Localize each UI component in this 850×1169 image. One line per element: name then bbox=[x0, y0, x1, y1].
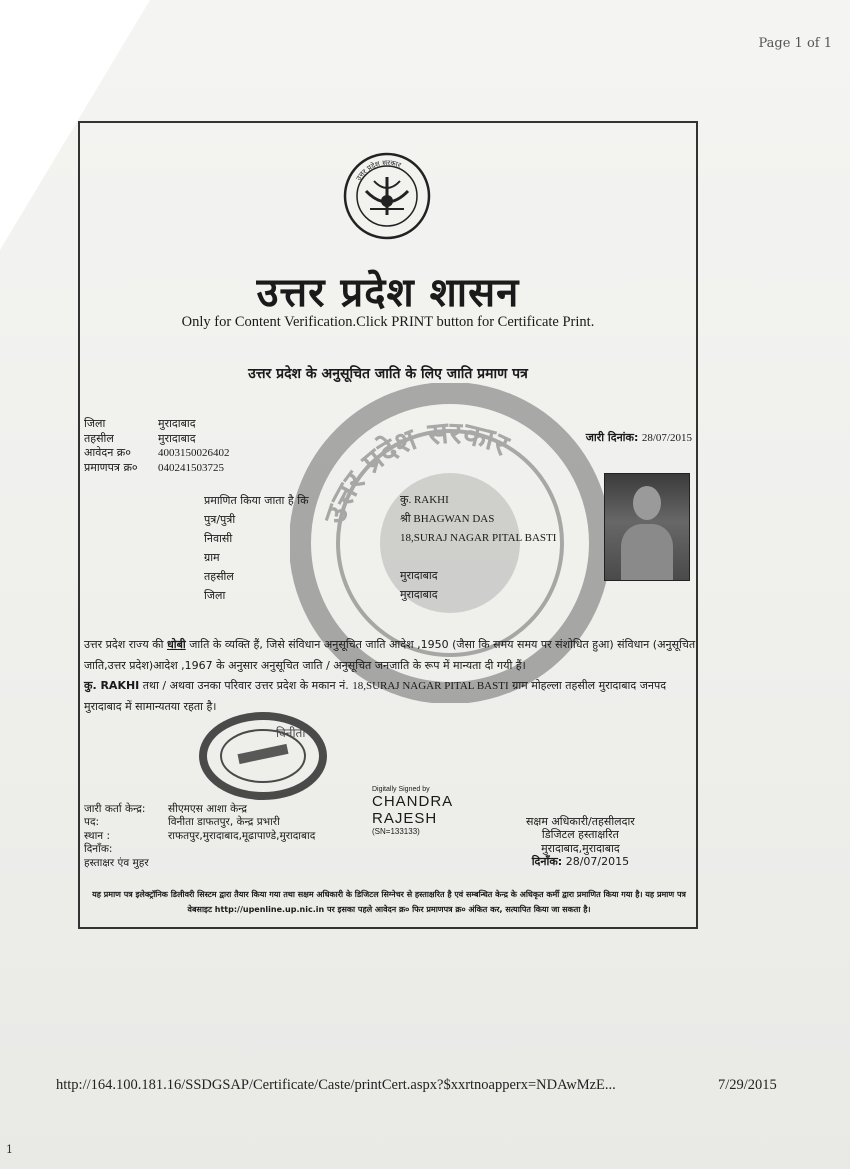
signer-name-line1: CHANDRA bbox=[372, 793, 454, 810]
detail-row bbox=[204, 510, 556, 529]
photo-body bbox=[621, 524, 673, 580]
detail-label: निवासी bbox=[204, 532, 233, 545]
signer-serial: (SN=133133) bbox=[372, 827, 420, 836]
issuer-row bbox=[84, 830, 315, 843]
issuer-label: जारी कर्ता केन्द्र: bbox=[84, 803, 146, 815]
detail-row bbox=[204, 567, 556, 586]
issue-date-label: जारी दिनांक: bbox=[585, 431, 639, 444]
issuer-row bbox=[84, 857, 315, 870]
applicant-photo bbox=[604, 473, 690, 581]
issuer-label: स्थान : bbox=[84, 829, 111, 842]
stamp-text: उत्तर प्रदेश सरकार bbox=[317, 415, 514, 529]
application-meta bbox=[84, 417, 230, 475]
officer-sign: डिजिटल हस्ताक्षरित bbox=[541, 828, 619, 842]
meta-value: मुरादाबाद bbox=[158, 418, 196, 430]
body-paragraph-2 bbox=[84, 676, 696, 717]
body-text: ग्राम मोहल्ला तहसील मुरादाबाद जनपद मुरादाबाद में सामान्यतया रहता है। bbox=[84, 679, 667, 713]
verification-note: Only for Content Verification.Click PRINT button for Certificate Print. bbox=[181, 314, 595, 330]
detail-row bbox=[204, 491, 556, 510]
print-url: http://164.100.181.16/SSDGSAP/Certificate/Caste/printCert.aspx?$xxrtnoapperx=NDAwMzE... bbox=[56, 1077, 616, 1093]
residence: 18,SURAJ NAGAR PITAL BASTI bbox=[400, 532, 557, 544]
issuer-row bbox=[84, 843, 315, 856]
issuer-row bbox=[84, 816, 315, 829]
issuing-centre bbox=[84, 803, 315, 870]
meta-row-certificate-no bbox=[84, 461, 230, 476]
centre-seal-stamp bbox=[198, 711, 328, 801]
detail-label: पुत्र/पुत्री bbox=[204, 513, 236, 526]
officer-place: मुरादाबाद,मुरादाबाद bbox=[541, 841, 620, 855]
certificate-subtitle: उत्तर प्रदेश के अनुसूचित जाति के लिए जाति प्रमाण पत्र bbox=[248, 366, 528, 382]
body-name: कु. RAKHI bbox=[84, 679, 140, 692]
officer-date-value: 28/07/2015 bbox=[565, 855, 630, 869]
tehsil-value: मुरादाबाद bbox=[400, 570, 438, 582]
issuer-label: पद: bbox=[84, 816, 100, 829]
detail-row bbox=[204, 586, 556, 605]
issuer-value: सीएमएस आशा केन्द्र bbox=[168, 803, 247, 815]
detail-label: ग्राम bbox=[204, 551, 220, 564]
signer-name-line2: RAJESH bbox=[372, 810, 438, 827]
district-value: मुरादाबाद bbox=[400, 589, 438, 601]
meta-row-district bbox=[84, 417, 230, 432]
photo-head bbox=[633, 486, 661, 520]
page-number: Page 1 of 1 bbox=[758, 36, 832, 51]
meta-row-tehsil bbox=[84, 432, 230, 447]
meta-value: 4003150026402 bbox=[158, 447, 230, 459]
digital-signature bbox=[372, 786, 453, 836]
detail-label: जिला bbox=[204, 589, 226, 602]
officer-date-label: दिनाँक: bbox=[531, 855, 563, 869]
parent-name: श्री BHAGWAN DAS bbox=[400, 513, 495, 525]
detail-label: प्रमाणित किया जाता है कि bbox=[204, 494, 309, 507]
issuer-label: दिनाँक: bbox=[84, 843, 113, 856]
meta-value: 040241503725 bbox=[158, 461, 224, 474]
detail-row bbox=[204, 548, 556, 567]
caste-name: धोबी bbox=[167, 638, 186, 651]
competent-officer bbox=[526, 815, 635, 869]
issuer-value: राफतपुर,मुरादाबाद,मूढापाण्डे,मुरादाबाद bbox=[168, 829, 316, 842]
applicant-name: कु. RAKHI bbox=[400, 494, 449, 506]
body-paragraph-1 bbox=[84, 635, 696, 676]
issuer-label: हस्ताक्षर एंव मुहर bbox=[84, 856, 149, 869]
meta-label: जिला bbox=[84, 417, 106, 430]
meta-label: तहसील bbox=[84, 431, 114, 445]
meta-label: प्रमाणपत्र क्र० bbox=[84, 460, 138, 474]
corner-mark: 1 bbox=[6, 1143, 13, 1156]
meta-row-application-no bbox=[84, 446, 230, 461]
body-text: तथा / अथवा उनका परिवार उत्तर प्रदेश के मकान नं. bbox=[142, 679, 349, 692]
page-title: उत्तर प्रदेश शासन bbox=[256, 270, 520, 316]
issue-date-value: 28/07/2015 bbox=[641, 432, 692, 444]
issue-date bbox=[586, 430, 692, 445]
certificate-body bbox=[84, 635, 696, 717]
up-government-emblem bbox=[342, 151, 432, 241]
certificate-frame bbox=[78, 121, 698, 929]
detail-label: तहसील bbox=[204, 570, 234, 583]
issuer-value: विनीता डाफतपुर, केन्द्र प्रभारी bbox=[168, 816, 280, 829]
digital-signature-caption: Digitally Signed by bbox=[372, 786, 430, 793]
meta-label: आवेदन क्र० bbox=[84, 446, 131, 459]
detail-row bbox=[204, 529, 556, 548]
officer-title: सक्षम अधिकारी/तहसीलदार bbox=[526, 815, 635, 828]
print-date: 7/29/2015 bbox=[718, 1077, 777, 1093]
issuer-row bbox=[84, 803, 315, 816]
body-text: जाति के व्यक्ति हैं, जिसे संविधान अनुसूचित जाति आदेश ,1950 (जैसा कि समय समय पर संशोधित हुआ) संविधान (अनुसूचित जाति,उत्तर प्रदेश)आदेश ,1967 के अनुसार अनुसूचित जाति / अनुसूचित जनजाति के रूप में मान्यता दी गयी हैं। bbox=[84, 638, 696, 672]
footnote: यह प्रमाण पत्र इलेक्ट्रॉनिक डिलीवरी सिस्टम द्वारा तैयार किया गया तथा सक्षम अधिकारी के डिजिटल सिग्नेचर से हस्ताक्षरित है एवं सम्बन्धित केन्द्र के अधिकृत कर्मी द्वारा प्रमाणित किया गया है। यह प्रमाण पत्र वेबसाइट http://upenline.up.nic.in पर इसका पहले आवेदन क्र० फिर प्रमाणपत्र क्र० अंकित कर, सत्यापित किया जा सकता है। bbox=[92, 890, 686, 914]
officer-date bbox=[526, 855, 635, 868]
emblem-text: उत्तर प्रदेश सरकार bbox=[354, 158, 402, 183]
body-text: उत्तर प्रदेश राज्य की bbox=[84, 638, 164, 651]
seal-text: विनीता bbox=[276, 726, 306, 740]
body-address: 18,SURAJ NAGAR PITAL BASTI bbox=[352, 680, 509, 692]
meta-value: मुरादाबाद bbox=[158, 432, 196, 445]
applicant-details bbox=[204, 491, 556, 605]
